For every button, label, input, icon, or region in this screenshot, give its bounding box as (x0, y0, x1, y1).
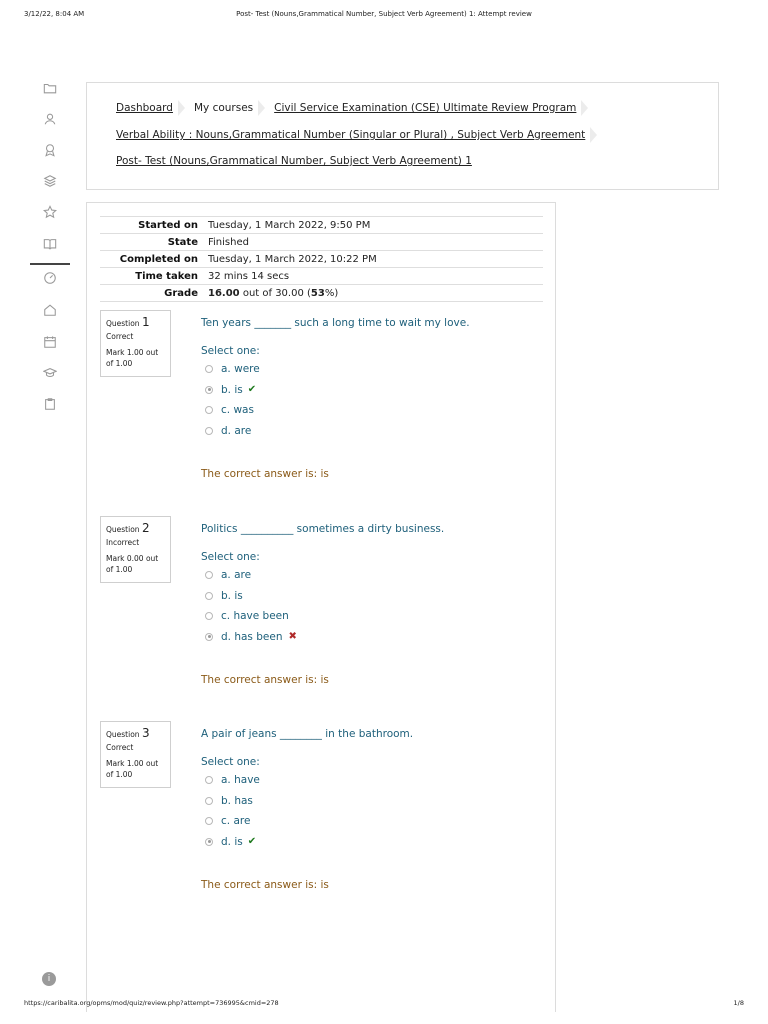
answer-option[interactable]: b. has (201, 791, 531, 812)
answer-option[interactable]: d. are (201, 421, 531, 442)
answer-option[interactable]: d. has been ✖ (201, 627, 531, 648)
print-title: Post- Test (Nouns,Grammatical Number, Subject Verb Agreement) 1: Attempt review (236, 10, 532, 18)
select-one-label: Select one: (201, 345, 260, 357)
answer-option[interactable]: a. have (201, 770, 531, 791)
summary-row: Started on Tuesday, 1 March 2022, 9:50 PM (100, 217, 543, 234)
breadcrumb-course[interactable]: Civil Service Examination (CSE) Ultimate Review Program (274, 102, 577, 114)
check-icon: ✔ (247, 384, 257, 396)
grade-row: Grade 16.00 out of 30.00 (53%) (100, 285, 543, 302)
correct-answer: The correct answer is: is (201, 879, 329, 891)
question-info-3 (100, 721, 171, 788)
book-open-icon[interactable] (42, 236, 58, 252)
layers-icon[interactable] (42, 173, 58, 189)
answer-option[interactable]: c. have been (201, 606, 531, 627)
chevron-right-icon (581, 100, 589, 116)
question-mark: Mark 1.00 out of 1.00 (106, 759, 159, 779)
summary-row: Time taken 32 mins 14 secs (100, 268, 543, 285)
breadcrumb-row-2 (116, 127, 606, 143)
question-text: Ten years _______ such a long time to wait my love. (201, 317, 470, 329)
home-icon[interactable] (42, 302, 58, 318)
correct-answer: The correct answer is: is (201, 468, 329, 480)
print-date: 3/12/22, 8:04 AM (24, 10, 85, 18)
answer-option[interactable]: a. were (201, 359, 531, 380)
chevron-right-icon (590, 127, 598, 143)
breadcrumb-my-courses[interactable]: My courses (193, 102, 254, 114)
breadcrumb-quiz[interactable]: Post- Test (Nouns,Grammatical Number, Subject Verb Agreement) 1 (116, 155, 472, 167)
radio-button[interactable] (205, 817, 213, 825)
question-content-2 (201, 523, 531, 686)
grade-value: 16.00 out of 30.00 (53%) (208, 285, 543, 302)
calendar-icon[interactable] (42, 334, 58, 350)
cross-icon: ✖ (288, 631, 297, 643)
question-status: Correct (106, 332, 134, 341)
folder-icon[interactable] (42, 80, 58, 96)
correct-answer: The correct answer is: is (201, 674, 329, 686)
quiz-review-region (86, 202, 556, 1012)
chevron-right-icon (258, 100, 266, 116)
check-icon: ✔ (247, 836, 257, 848)
select-one-label: Select one: (201, 551, 260, 563)
radio-button[interactable] (205, 776, 213, 784)
answer-option[interactable]: d. is ✔ (201, 832, 531, 853)
breadcrumb (86, 82, 719, 190)
answer-option[interactable]: c. was (201, 400, 531, 421)
question-number: Question 2 (106, 521, 150, 535)
breadcrumb-dashboard[interactable]: Dashboard (116, 102, 173, 114)
chevron-right-icon (178, 100, 186, 116)
radio-button[interactable] (205, 838, 213, 846)
answer-option[interactable]: b. is ✔ (201, 380, 531, 401)
star-icon[interactable] (42, 204, 58, 220)
select-one-label: Select one: (201, 756, 260, 768)
dashboard-icon[interactable] (42, 270, 58, 286)
user-icon[interactable] (42, 111, 58, 127)
radio-button[interactable] (205, 427, 213, 435)
question-mark: Mark 1.00 out of 1.00 (106, 348, 159, 368)
radio-button[interactable] (205, 571, 213, 579)
question-info-1 (100, 310, 171, 377)
award-icon[interactable] (42, 142, 58, 158)
attempt-summary-table (100, 216, 543, 302)
summary-row: State Finished (100, 234, 543, 251)
answer-option[interactable]: c. are (201, 811, 531, 832)
question-mark: Mark 0.00 out of 1.00 (106, 554, 159, 574)
graduation-cap-icon[interactable] (42, 365, 58, 381)
clipboard-icon[interactable] (42, 396, 58, 412)
radio-button[interactable] (205, 406, 213, 414)
radio-button[interactable] (205, 633, 213, 641)
radio-button[interactable] (205, 365, 213, 373)
question-text: A pair of jeans ________ in the bathroom. (201, 728, 414, 740)
question-text: Politics __________ sometimes a dirty business. (201, 523, 445, 535)
radio-button[interactable] (205, 612, 213, 620)
print-page-number: 1/8 (733, 999, 744, 1007)
print-url: https://caribalita.org/opms/mod/quiz/review.php?attempt=736995&cmid=278 (24, 999, 279, 1007)
breadcrumb-row-1 (116, 100, 597, 116)
active-indicator (30, 263, 70, 265)
question-content-1 (201, 317, 531, 480)
answer-option[interactable]: a. are (201, 565, 531, 586)
breadcrumb-row-3 (116, 155, 472, 167)
radio-button[interactable] (205, 386, 213, 394)
question-content-3 (201, 728, 531, 891)
info-icon[interactable]: i (42, 972, 56, 986)
question-number: Question 1 (106, 315, 150, 329)
question-status: Incorrect (106, 538, 140, 547)
question-number: Question 3 (106, 726, 150, 740)
print-header (24, 10, 744, 22)
radio-button[interactable] (205, 592, 213, 600)
breadcrumb-section[interactable]: Verbal Ability : Nouns,Grammatical Number (Singular or Plural) , Subject Verb Agreement (116, 129, 586, 141)
print-footer (24, 999, 744, 1011)
question-status: Correct (106, 743, 134, 752)
summary-row: Completed on Tuesday, 1 March 2022, 10:22 PM (100, 251, 543, 268)
question-info-2 (100, 516, 171, 583)
answer-option[interactable]: b. is (201, 586, 531, 607)
radio-button[interactable] (205, 797, 213, 805)
